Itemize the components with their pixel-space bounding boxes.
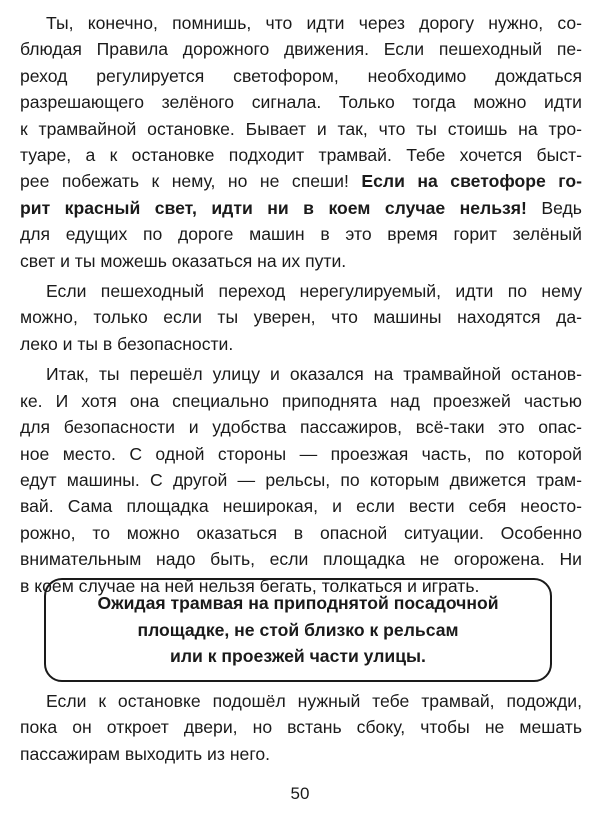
callout-line: площадке, не стой близко к рельсам — [137, 619, 459, 640]
callout-line: Ожидая трамвая на приподнятой посадочной — [97, 593, 499, 614]
main-text — [20, 10, 582, 599]
text-bold-warning: Если на светофоре го- — [361, 171, 582, 192]
text-line: для безопасности и удобства пассажиров, всё-таки это опас- — [20, 417, 582, 438]
callout-line: или к проезжей части улицы. — [170, 646, 426, 667]
text-line: вай. Сама площадка неширокая, и если вести себя неосто- — [20, 496, 582, 517]
text-regular: Ведь — [526, 197, 582, 218]
text-line: реход регулируется светофором, необходимо дождаться — [20, 65, 582, 86]
text-line: для едущих по дороге машин в это время горит зелёный — [20, 224, 582, 245]
text-line: Если к остановке подошёл нужный тебе трамвай, подожди, — [46, 691, 582, 711]
text-line: Итак, ты перешёл улицу и оказался на трамвайной останов- — [46, 364, 582, 385]
text-bold-warning: рит красный свет, идти ни в коем случае нельзя! — [20, 197, 527, 218]
paragraph-unregulated-crossing — [20, 278, 582, 357]
text-line: к трамвайной остановке. Бывает и так, что ты стоишь на тро- — [20, 118, 582, 139]
text-line: в коем случае на ней нельзя бегать, толкаться и играть. — [20, 575, 480, 596]
text-line: Ты, конечно, помнишь, что идти через дорогу нужно, со- — [46, 13, 582, 33]
text-line: ное место. С одной стороны — проезжая часть, по которой — [20, 443, 582, 464]
text-line: разрешающего зелёного сигнала. Только тогда можно идти — [20, 92, 582, 113]
page-number: 50 — [290, 784, 310, 803]
text-line: леко и ты в безопасности. — [20, 333, 234, 354]
text-line: Если пешеходный переход нерегулируемый, идти по нему — [46, 281, 582, 302]
text-line: блюдая Правила дорожного движения. Если пешеходный пе- — [20, 39, 582, 60]
text-line: туаре, а к остановке подходит трамвай. Тебе хочется быст- — [20, 145, 582, 166]
paragraph-crossing-road — [20, 10, 582, 274]
text-line: внимательным надо быть, если площадка не огорожена. Ни — [20, 549, 582, 570]
text-line: свет и ты можешь оказаться на их пути. — [20, 250, 347, 271]
paragraph-tram-stop — [20, 361, 582, 599]
text-line: рожно, то можно оказаться в опасной ситуации. Особенно — [20, 522, 582, 543]
text-line-mixed — [20, 168, 582, 194]
text-line-mixed — [20, 195, 582, 221]
text-regular: рее побежать к нему, но не спеши! — [20, 171, 362, 192]
text-line: едут машины. С другой — рельсы, по которым движется трам- — [20, 469, 582, 490]
text-line: можно, только если ты уверен, что машины находятся да- — [20, 307, 582, 328]
text-line: пока он откроет двери, но встань сбоку, чтобы не мешать — [20, 717, 582, 738]
text-line: пассажирам выходить из него. — [20, 743, 271, 764]
text-line: ке. И хотя она специально приподнята над проезжей частью — [20, 390, 582, 411]
safety-rule-callout — [44, 578, 552, 682]
paragraph-boarding — [20, 688, 582, 767]
closing-text — [20, 688, 582, 767]
